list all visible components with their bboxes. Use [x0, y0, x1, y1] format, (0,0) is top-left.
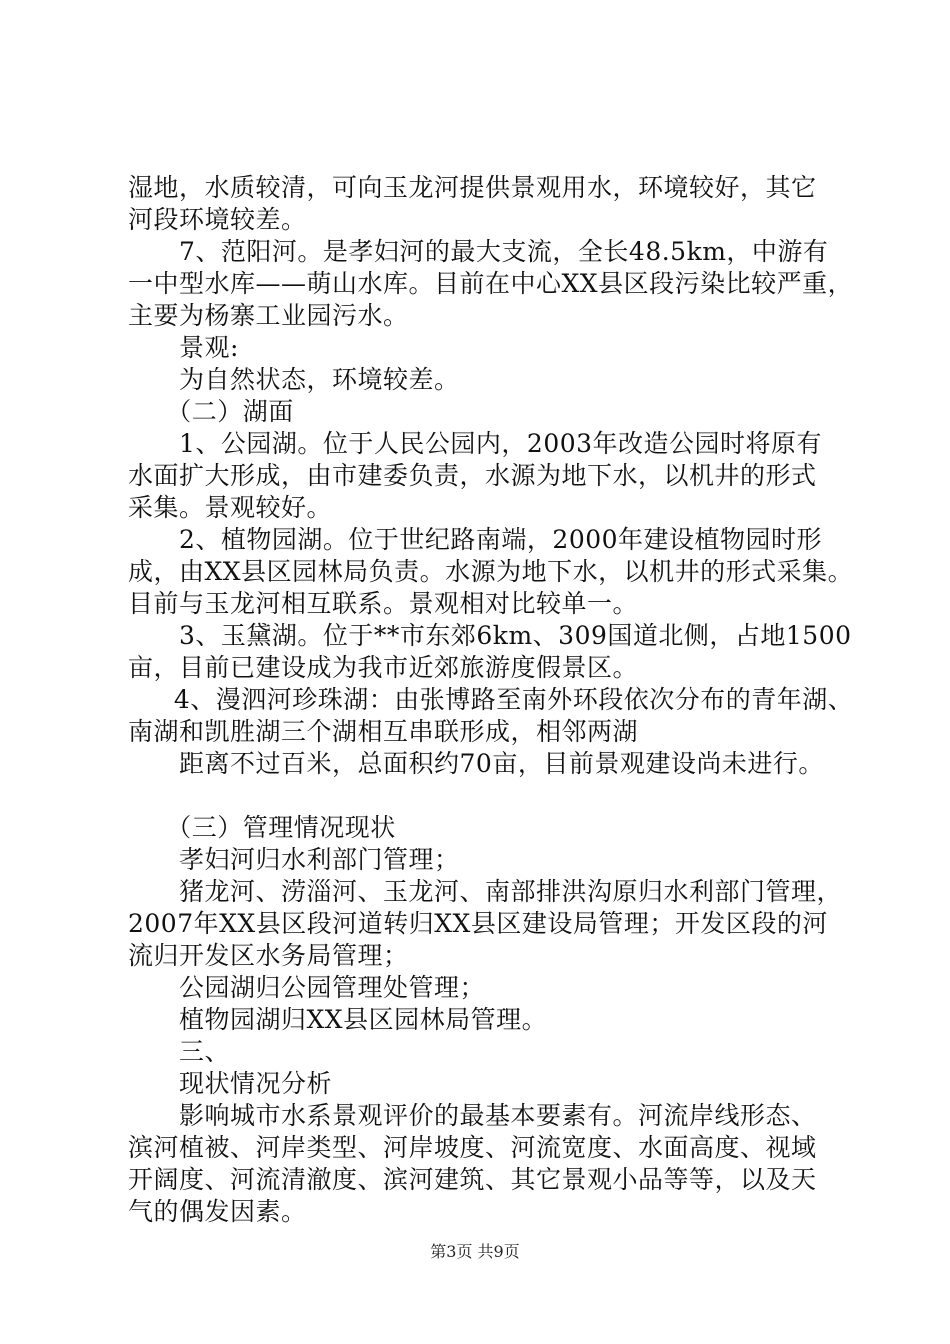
text-line: 2007年XX县区段河道转归XX县区建设局管理；开发区段的河 [128, 909, 828, 938]
text-line: 气的偶发因素。 [128, 1197, 307, 1226]
text-line: 1、公园湖。位于人民公园内，2003年改造公园时将原有 [179, 429, 823, 458]
text-line: 主要为杨寨工业园污水。 [128, 301, 409, 330]
text-line: 采集。景观较好。 [128, 493, 333, 522]
document-body [128, 172, 854, 1228]
text-line: 三、 [179, 1037, 231, 1066]
text-line: 水面扩大形成，由市建委负责，水源为地下水，以机井的形式 [128, 461, 817, 490]
text-line: 植物园湖归XX县区园林局管理。 [179, 1005, 548, 1034]
text-line: 目前与玉龙河相互联系。景观相对比较单一。 [128, 589, 639, 618]
text-line: 公园湖归公园管理处管理； [179, 973, 486, 1002]
text-line: 景观: [179, 333, 239, 362]
text-line: 影响城市水系景观评价的最基本要素有。河流岸线形态、 [179, 1101, 817, 1130]
text-line: 湿地，水质较清，可向玉龙河提供景观用水，环境较好，其它 [128, 173, 817, 202]
text-line: 距离不过百米，总面积约70亩，目前景观建设尚未进行。 [179, 749, 824, 778]
text-line: 南湖和凯胜湖三个湖相互串联形成，相邻两湖 [128, 717, 639, 746]
page-footer: 第3页 共9页 [430, 1242, 520, 1261]
text-line: （二）湖面 [166, 397, 294, 426]
text-line: （三）管理情况现状 [166, 813, 396, 842]
text-line: 河段环境较差。 [128, 205, 307, 234]
text-line: 7、范阳河。是孝妇河的最大支流，全长48.5km，中游有 [179, 237, 829, 266]
text-line: 开阔度、河流清澈度、滨河建筑、其它景观小品等等，以及天 [128, 1165, 817, 1194]
blank-line [128, 780, 848, 812]
text-line: 3、玉黛湖。位于**市东郊6km、309国道北侧，占地1500 [179, 621, 852, 650]
text-line: 2、植物园湖。位于世纪路南端，2000年建设植物园时形 [179, 525, 823, 554]
text-line: 流归开发区水务局管理； [128, 941, 409, 970]
text-line: 亩，目前已建设成为我市近郊旅游度假景区。 [128, 653, 639, 682]
text-line: 滨河植被、河岸类型、河岸坡度、河流宽度、水面高度、视域 [128, 1133, 817, 1162]
text-line: 孝妇河归水利部门管理； [179, 845, 460, 874]
text-line: 猪龙河、涝淄河、玉龙河、南部排洪沟原归水利部门管理， [179, 877, 843, 906]
text-line: 成，由XX县区园林局负责。水源为地下水，以机井的形式采集。 [128, 557, 854, 586]
text-line: 为自然状态，环境较差。 [179, 365, 460, 394]
text-line: 4、漫泗河珍珠湖：由张博路至南外环段依次分布的青年湖、 [173, 685, 854, 714]
text-line: 现状情况分析 [179, 1069, 333, 1098]
text-line: 一中型水库——萌山水库。目前在中心XX县区段污染比较严重， [128, 269, 854, 298]
